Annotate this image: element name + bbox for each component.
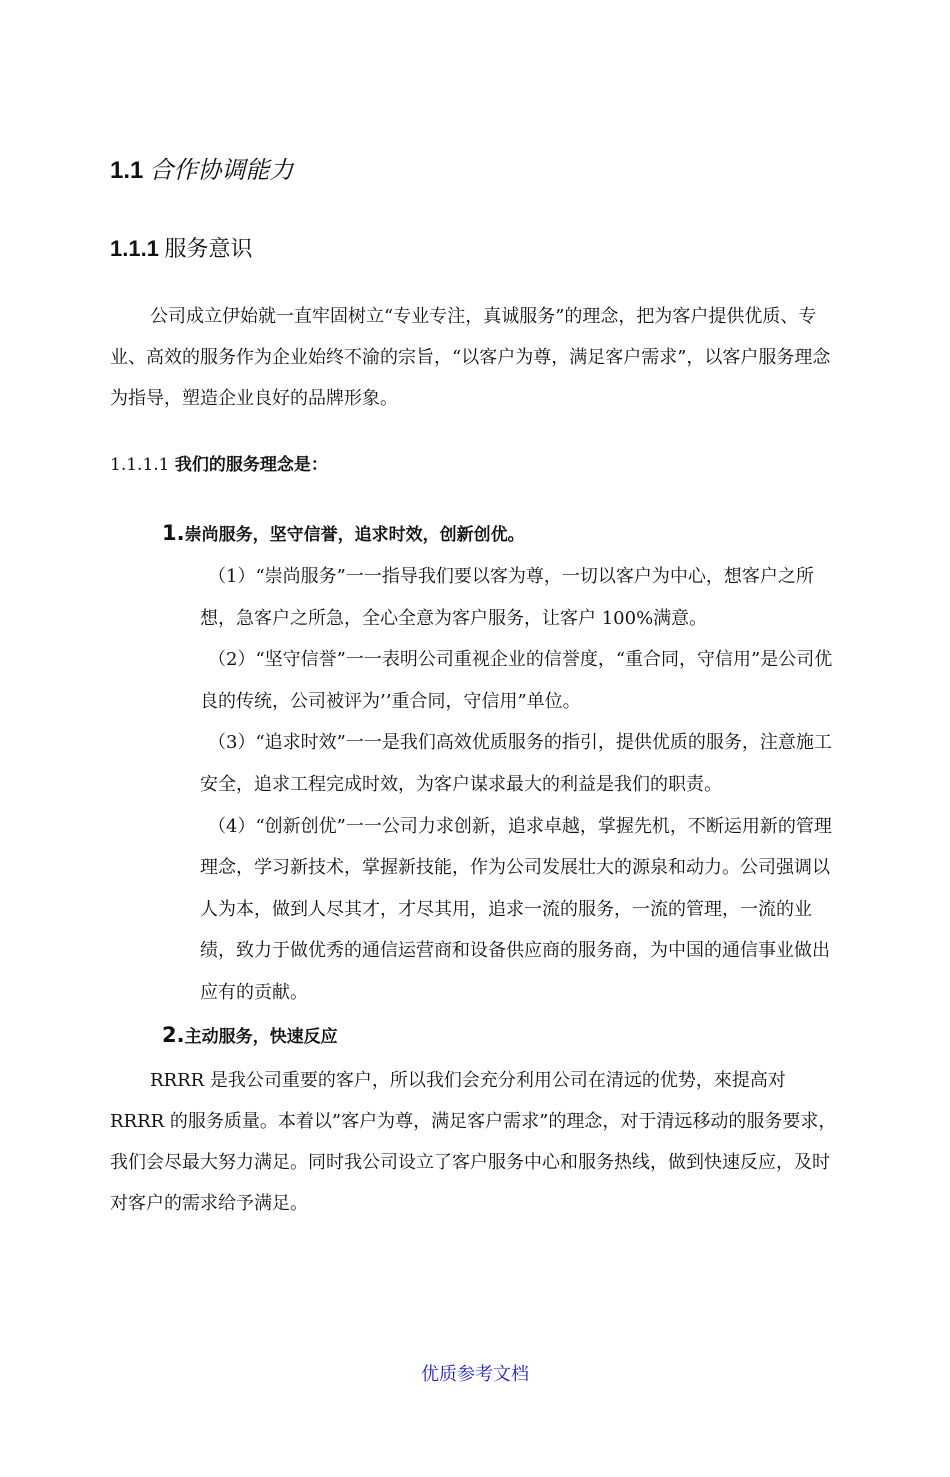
principle-item: （3）“追求时效”一一是我们高效优质服务的指引，提供优质的服务，注意施工安全，追求工程完成时效，为客户谋求最大的利益是我们的职责。 — [200, 732, 832, 795]
page-footer: 优质参考文档 — [421, 1364, 529, 1385]
proactive-service-paragraph: RRRR 是我公司重要的客户，所以我们会充分利用公司在清远的优势，來提高对 RRRR 的服务质量。本着以”客户为尊，满足客户需求”的理念，对于清远移动的服务要求，我们会尽最大努力满足。同时我公司设立了客户服务中心和服务热线，做到快速反应，及时对客户的需求给予满足。 — [110, 1070, 837, 1214]
heading-number: 1.1.1 — [110, 236, 159, 261]
section-heading-1-1-1 — [110, 232, 252, 263]
service-principles-list — [200, 556, 845, 1014]
principle-item: （2）“坚守信誉”一一表明公司重视企业的信誉度，“重合同，守信用”是公司优良的传统，公司被评为’’重合同，守信用”单位。 — [200, 649, 833, 712]
list-title: 主动服务，快速反应 — [184, 1027, 338, 1047]
intro-paragraph: 公司成立伊始就一直牢固树立“专业专注，真诚服务”的理念，把为客户提供优质、专业、高效的服务作为企业始终不渝的宗旨，“以客户为尊，满足客户需求”，以客户服务理念为指导，塑造企业良好的品牌形象。 — [110, 306, 831, 409]
section-heading-1-1-1-1 — [110, 450, 328, 475]
list-title: 崇尚服务，坚守信誉，追求时效，创新创优。 — [184, 525, 525, 545]
principle-item: （1）“崇尚服务”一一指导我们要以客为尊，一切以客户为中心，想客户之所想，急客户之所急，全心全意为客户服务，让客户 100%满意。 — [200, 566, 814, 629]
list-item-heading-1 — [162, 520, 525, 545]
heading-number: 1.1.1.1 — [110, 455, 170, 475]
heading-number: 1.1 — [110, 157, 144, 184]
list-item-heading-2 — [162, 1022, 338, 1047]
heading-text: 我们的服务理念是： — [174, 455, 328, 475]
section-heading-1-1 — [110, 150, 293, 185]
list-number: 2. — [162, 1023, 185, 1047]
principle-item: （4）“创新创优”一一公司力求创新，追求卓越，掌握先机，不断运用新的管理理念，学习新技术，掌握新技能，作为公司发展壮大的源泉和动力。公司强调以人为本，做到人尽其才，才尽其用，追求一流的服务，一流的管理，一流的业绩，致力于做优秀的通信运营商和设备供应商的服务商，为中国的通信事业做出应有的贡献。 — [200, 815, 832, 1003]
heading-text: 合作协调能力 — [149, 156, 294, 184]
list-number: 1. — [162, 521, 185, 545]
heading-text: 服务意识 — [164, 237, 253, 262]
